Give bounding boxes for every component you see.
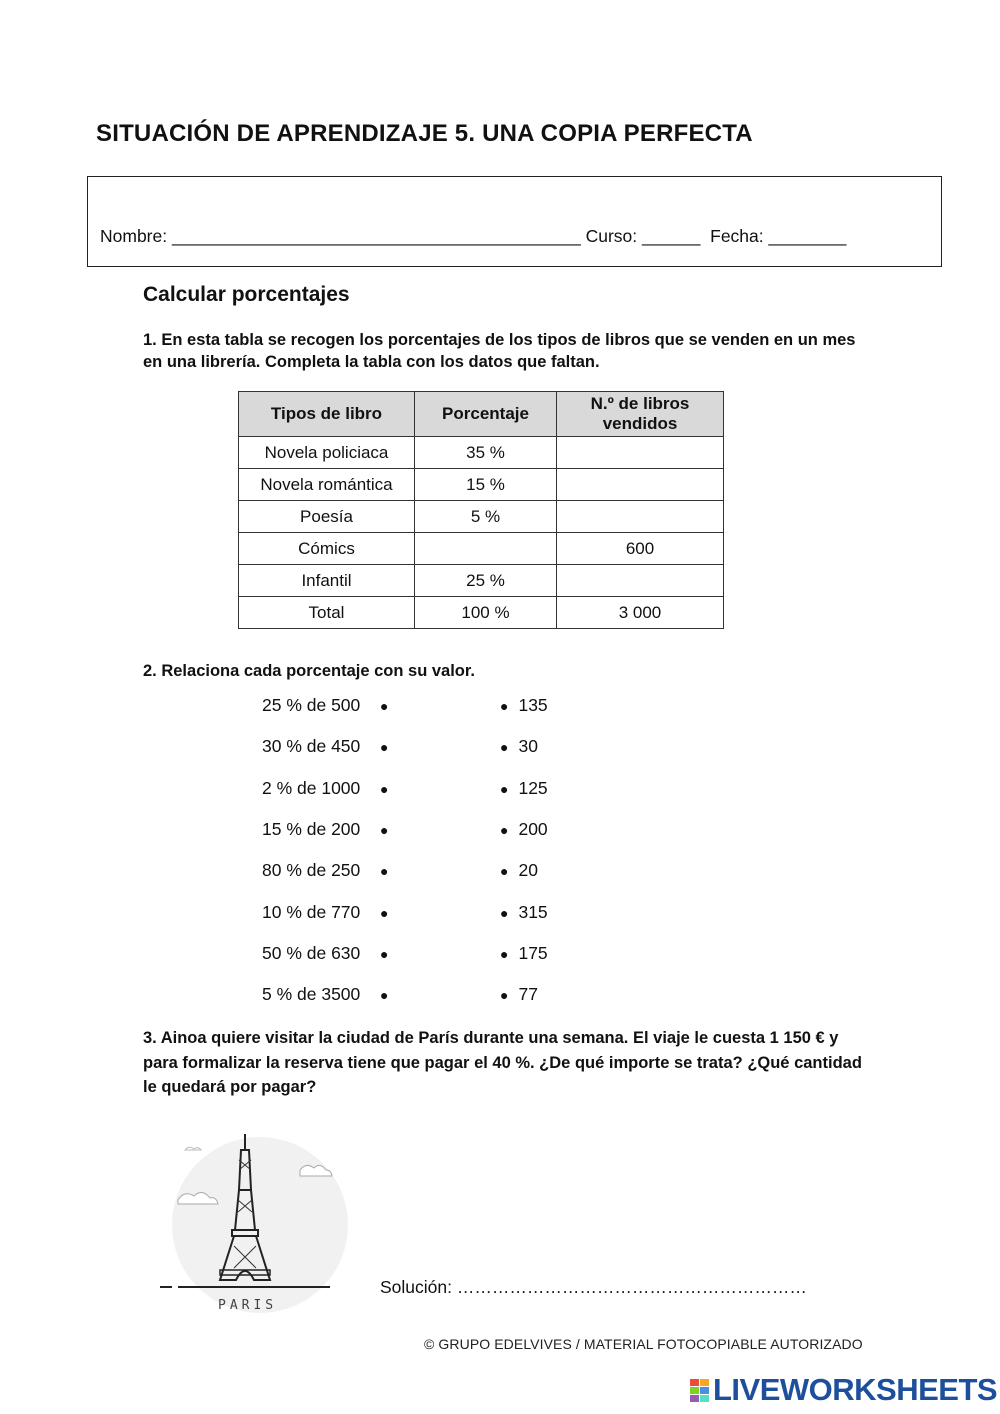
table-cell: 100 %: [415, 597, 557, 629]
match-left-label: 10 % de 770: [262, 901, 361, 922]
match-dot-left[interactable]: ●: [380, 739, 389, 756]
match-right-item[interactable]: [500, 819, 548, 840]
match-left-label: 25 % de 500: [262, 695, 361, 715]
match-right-label: 125: [518, 777, 548, 798]
table-row: [239, 437, 724, 469]
match-dot-right[interactable]: ●: [500, 739, 509, 756]
match-right-label: 30: [518, 736, 538, 757]
match-left-label: 2 % de 1000: [262, 777, 361, 798]
table-cell: Poesía: [239, 501, 415, 533]
table-row: [239, 597, 724, 629]
match-dot-left[interactable]: ●: [380, 821, 389, 838]
answer-cell[interactable]: [557, 469, 724, 501]
match-right-item[interactable]: [500, 860, 538, 881]
match-right-label: 315: [518, 901, 548, 922]
match-left-item[interactable]: [262, 819, 392, 840]
answer-cell[interactable]: [557, 501, 724, 533]
match-left-item[interactable]: [262, 860, 392, 881]
answer-cell[interactable]: [557, 437, 724, 469]
match-left-item[interactable]: [262, 902, 392, 923]
match-dot-right[interactable]: ●: [500, 904, 509, 921]
match-dot-left[interactable]: ●: [380, 780, 389, 797]
match-right-label: 200: [518, 818, 548, 839]
table-cell: Total: [239, 597, 415, 629]
table-cell: Infantil: [239, 565, 415, 597]
table-cell: 600: [557, 533, 724, 565]
match-dot-left[interactable]: ●: [380, 987, 389, 1004]
brand-text: LIVEWORKSHEETS: [713, 1372, 998, 1407]
table-cell: 15 %: [415, 469, 557, 501]
table-row: [239, 469, 724, 501]
match-dot-left[interactable]: ●: [380, 904, 389, 921]
name-course-date-line[interactable]: Nombre: __________________________________________ Curso: ______ Fecha: ________: [100, 226, 847, 246]
match-left-label: 15 % de 200: [262, 818, 361, 839]
match-left-item[interactable]: [262, 984, 392, 1005]
match-left-item[interactable]: [262, 943, 392, 964]
match-dot-right[interactable]: ●: [500, 863, 509, 880]
table-cell: 35 %: [415, 437, 557, 469]
answer-cell[interactable]: [415, 533, 557, 565]
question-1-text: 1. En esta tabla se recogen los porcentajes de los tipos de libros que se venden en un mes en una librería. Completa la tabla con los datos que faltan.: [143, 331, 856, 371]
match-dot-right[interactable]: ●: [500, 987, 509, 1004]
table-row: [239, 501, 724, 533]
student-info-box: [87, 176, 942, 267]
liveworksheets-brand[interactable]: [690, 1372, 997, 1408]
books-table: [238, 391, 724, 629]
match-right-item[interactable]: [500, 984, 538, 1005]
match-right-item[interactable]: [500, 736, 538, 757]
copyright-notice: © GRUPO EDELVIVES / MATERIAL FOTOCOPIABLE AUTORIZADO: [424, 1336, 863, 1352]
match-left-item[interactable]: [262, 695, 392, 716]
liveworksheets-logo-icon: [690, 1379, 710, 1403]
match-dot-right[interactable]: ●: [500, 821, 509, 838]
match-left-label: 5 % de 3500: [262, 984, 361, 1005]
header-cell: Tipos de libro: [239, 392, 415, 437]
table-row: [239, 565, 724, 597]
table-cell: Novela policiaca: [239, 437, 415, 469]
table-cell: 25 %: [415, 565, 557, 597]
question-3-text: 3. Ainoa quiere visitar la ciudad de París durante una semana. El viaje le cuesta 1 150 € y para formalizar la reserva tiene que pagar el 40 %. ¿De qué importe se trata? ¿Qué cantidad le quedará por pagar?: [143, 1029, 862, 1096]
paris-caption: PARIS: [218, 1298, 278, 1313]
table-cell: 5 %: [415, 501, 557, 533]
match-dot-right[interactable]: ●: [500, 698, 509, 714]
table-cell: Cómics: [239, 533, 415, 565]
match-dot-left[interactable]: ●: [380, 698, 389, 714]
match-right-label: 175: [518, 942, 548, 963]
match-right-item[interactable]: [500, 778, 548, 799]
match-left-label: 30 % de 450: [262, 736, 361, 757]
match-right-item[interactable]: [500, 902, 548, 923]
match-dot-right[interactable]: ●: [500, 780, 509, 797]
match-right-label: 135: [518, 695, 548, 715]
match-right-label: 20: [518, 860, 538, 881]
match-dot-right[interactable]: ●: [500, 945, 509, 962]
match-left-label: 80 % de 250: [262, 860, 361, 881]
section-title: Calcular porcentajes: [143, 283, 350, 306]
page-title: SITUACIÓN DE APRENDIZAJE 5. UNA COPIA PERFECTA: [96, 120, 753, 147]
question-2-text: 2. Relaciona cada porcentaje con su valor.: [143, 662, 475, 680]
table-row: [239, 533, 724, 565]
table-cell: Novela romántica: [239, 469, 415, 501]
match-dot-left[interactable]: ●: [380, 863, 389, 880]
match-left-item[interactable]: [262, 736, 392, 757]
header-cell: N.º de libros vendidos: [557, 392, 724, 437]
header-cell: Porcentaje: [415, 392, 557, 437]
match-left-label: 50 % de 630: [262, 942, 361, 963]
solution-line[interactable]: Solución: ……………………………………………………: [380, 1277, 807, 1297]
match-right-label: 77: [518, 984, 538, 1005]
answer-cell[interactable]: [557, 565, 724, 597]
match-dot-left[interactable]: ●: [380, 945, 389, 962]
eiffel-tower-illustration: [150, 1130, 360, 1335]
match-left-item[interactable]: [262, 778, 392, 799]
table-cell: 3 000: [557, 597, 724, 629]
table-header-row: [239, 392, 724, 437]
match-right-item[interactable]: [500, 695, 548, 716]
match-right-item[interactable]: [500, 943, 548, 964]
